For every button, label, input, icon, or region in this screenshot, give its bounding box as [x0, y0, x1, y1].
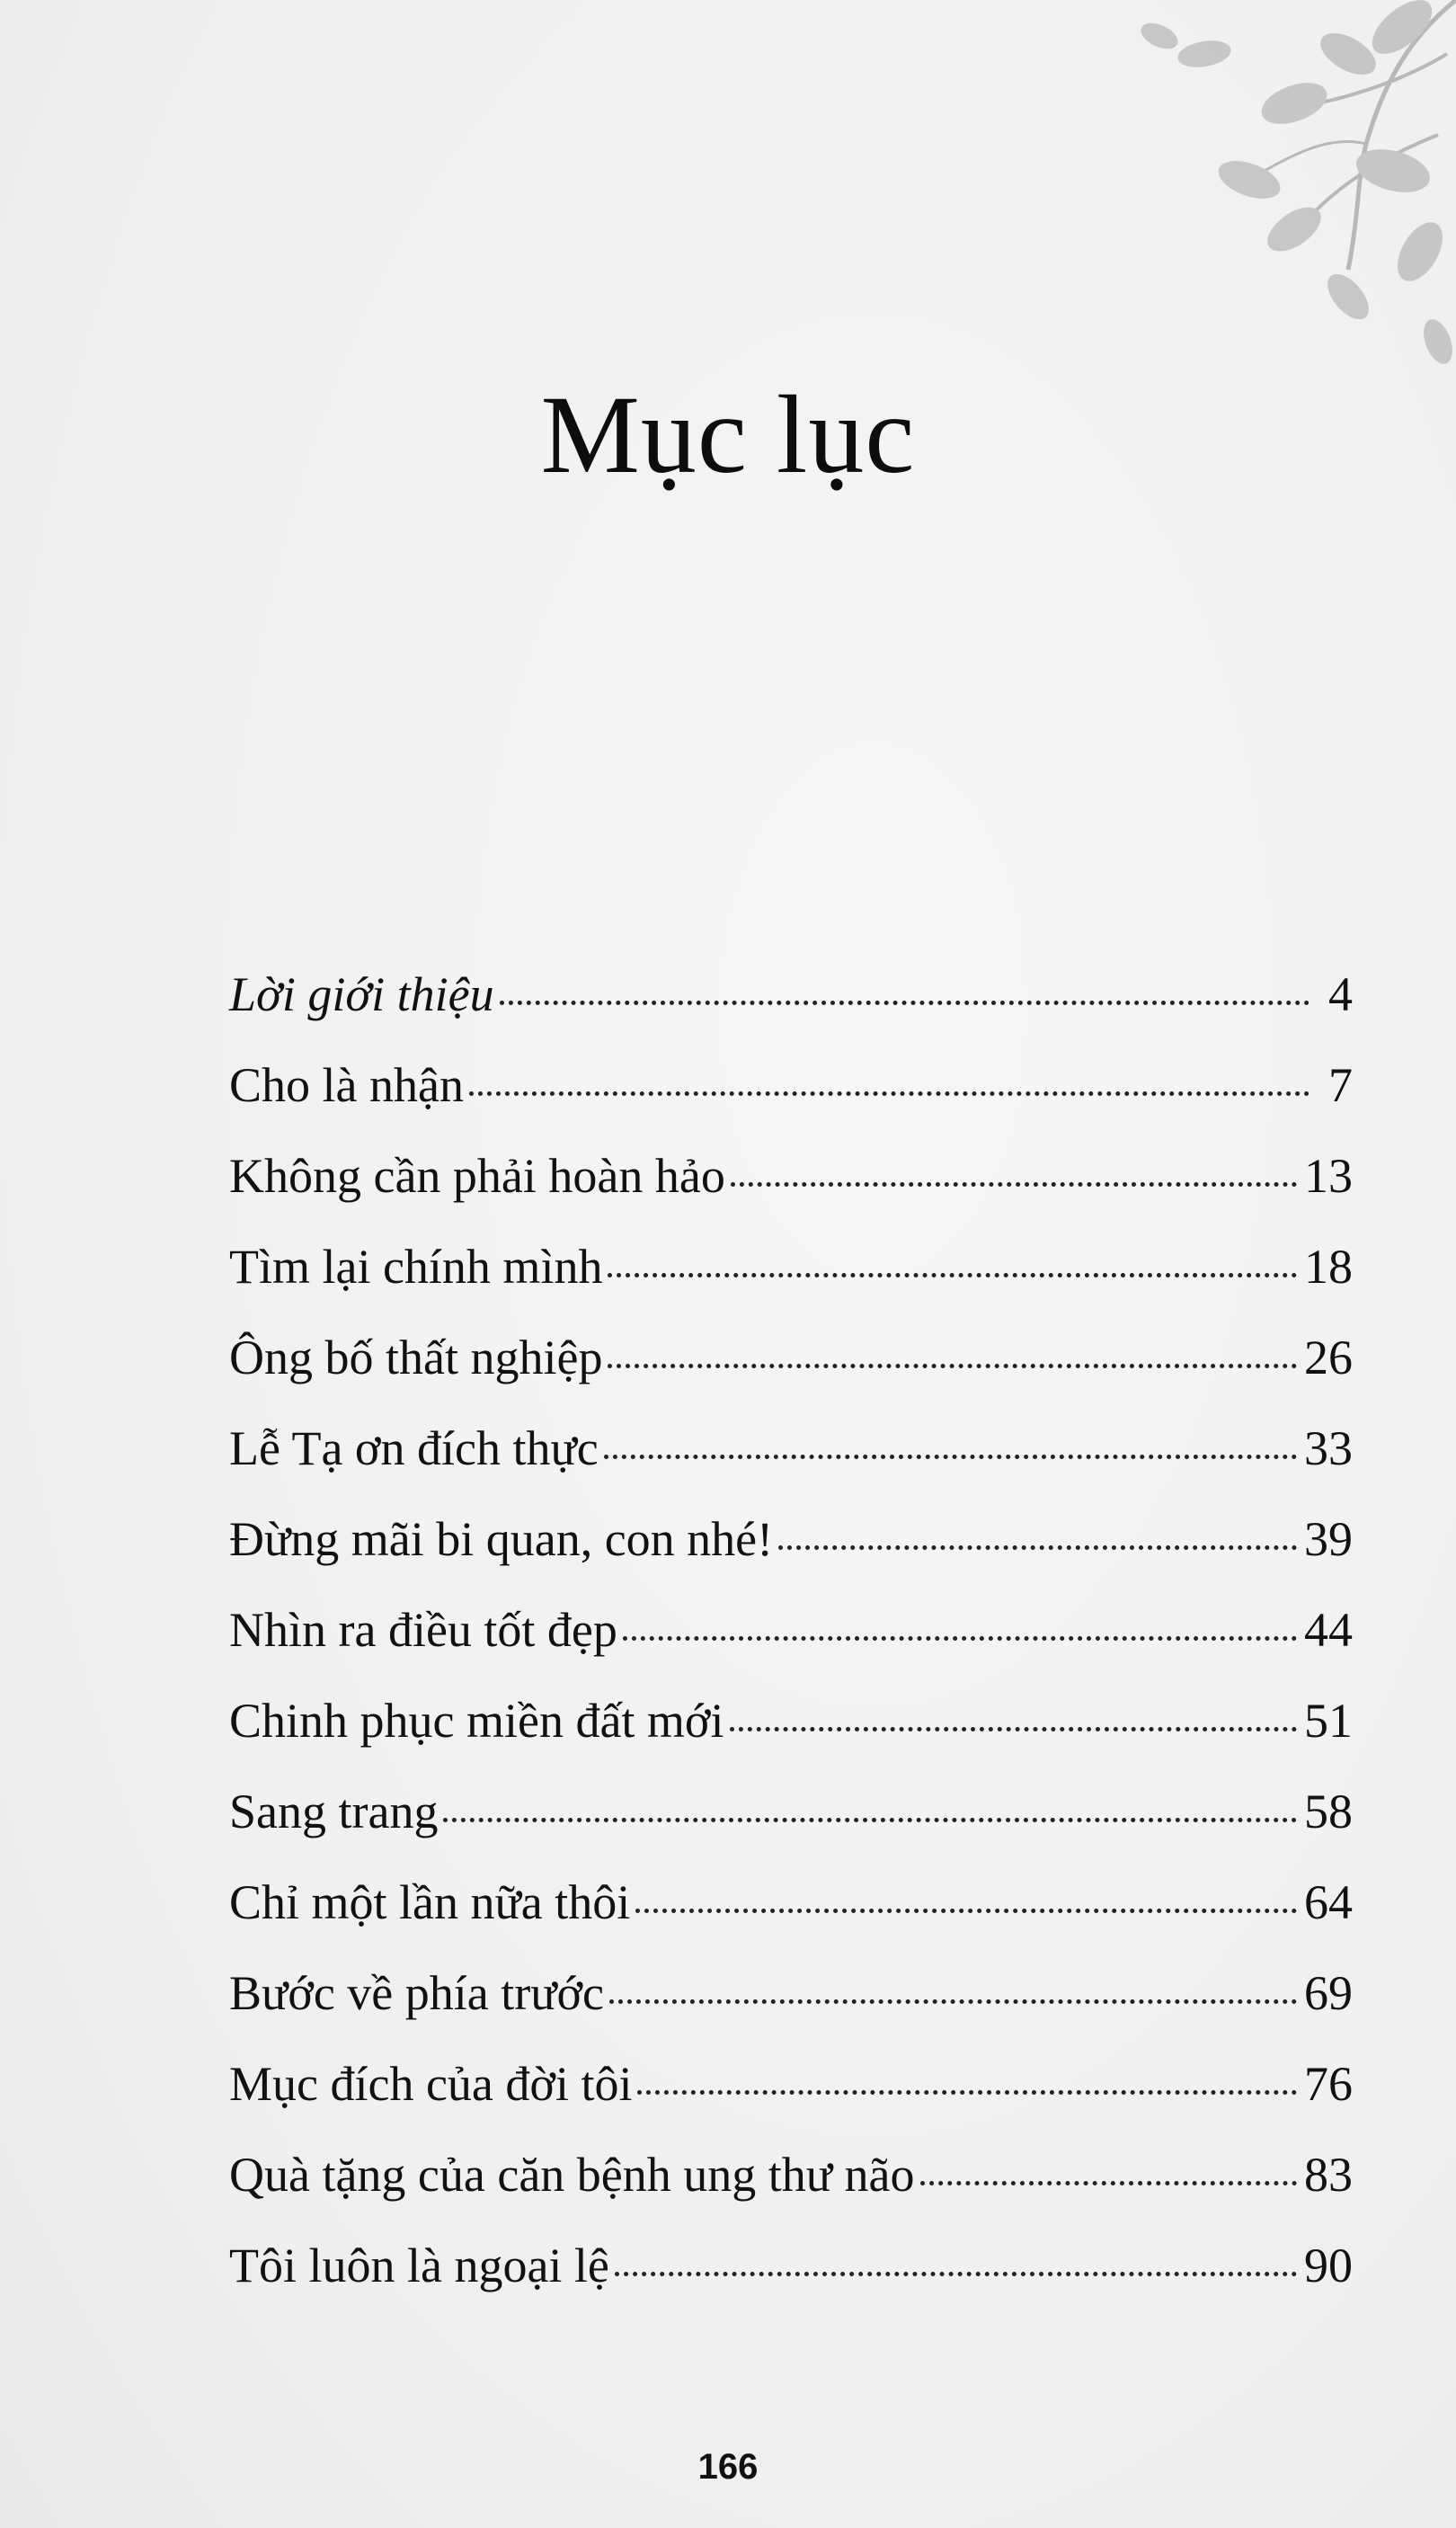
dot-leader [604, 1455, 1297, 1459]
toc-entry[interactable] [229, 1511, 1353, 1602]
dot-leader [615, 2272, 1297, 2276]
dot-leader [730, 1727, 1298, 1731]
toc-entry-page: 51 [1304, 1694, 1353, 1748]
toc-entry-page: 7 [1328, 1058, 1353, 1112]
dot-leader [778, 1545, 1297, 1550]
toc-entry-title: Đừng mãi bi quan, con nhé! [229, 1512, 774, 1566]
dot-leader [623, 1636, 1297, 1641]
toc-entry-page: 4 [1328, 967, 1353, 1021]
bleed-through-text [207, 288, 1366, 374]
toc-entry[interactable] [229, 966, 1353, 1057]
toc-entry[interactable] [229, 1965, 1353, 2056]
dot-leader [609, 1999, 1297, 2004]
toc-entry-title: Lễ Tạ ơn đích thực [229, 1421, 599, 1475]
bleed-through-header [207, 94, 214, 125]
toc-entry-title: Nhìn ra điều tốt đẹp [229, 1603, 617, 1657]
toc-entry-title: Lời giới thiệu [229, 967, 494, 1021]
toc-entry[interactable] [229, 1602, 1353, 1693]
toc-entry[interactable] [229, 1420, 1353, 1511]
toc-entry[interactable] [229, 2056, 1353, 2147]
toc-entry-title: Tìm lại chính mình [229, 1240, 603, 1294]
toc-entry[interactable] [229, 1874, 1353, 1965]
toc-entry-title: Quà tặng của căn bệnh ung thư não [229, 2148, 915, 2202]
toc-entry-title: Tôi luôn là ngoại lệ [229, 2239, 609, 2292]
toc-entry[interactable] [229, 1693, 1353, 1784]
page-number: 166 [697, 2447, 759, 2487]
toc-entry-title: Sang trang [229, 1785, 439, 1838]
dot-leader [608, 1364, 1297, 1368]
dot-leader [920, 2181, 1297, 2185]
toc-entry-title: Cho là nhận [229, 1058, 464, 1112]
toc-entry-page: 83 [1304, 2148, 1353, 2202]
dot-leader [637, 2090, 1297, 2095]
dot-leader [469, 1091, 1310, 1096]
dot-leader [608, 1273, 1297, 1277]
toc-entry-page: 90 [1304, 2239, 1353, 2292]
toc-entry-page: 26 [1304, 1331, 1353, 1384]
toc-entry[interactable] [229, 1330, 1353, 1420]
toc-entry[interactable] [229, 1239, 1353, 1330]
toc-entry-title: Chinh phục miền đất mới [229, 1694, 724, 1748]
dot-leader [443, 1818, 1297, 1822]
toc-entry-page: 44 [1304, 1603, 1353, 1657]
page-title: Mục lục [540, 373, 916, 497]
toc-entry-page: 76 [1304, 2057, 1353, 2111]
toc-entry[interactable] [229, 2238, 1353, 2328]
toc-entry-title: Bước về phía trước [229, 1966, 605, 2020]
toc-entry-title: Mục đích của đời tôi [229, 2057, 633, 2111]
dot-leader [635, 1909, 1297, 1913]
toc-entry-page: 18 [1304, 1240, 1353, 1294]
toc-entry[interactable] [229, 2147, 1353, 2238]
toc-entry-page: 39 [1304, 1512, 1353, 1566]
dot-leader [731, 1182, 1297, 1187]
toc-entry[interactable] [229, 1148, 1353, 1239]
toc-entry-page: 33 [1304, 1421, 1353, 1475]
toc-entry-page: 64 [1304, 1875, 1353, 1929]
dot-leader [500, 1001, 1310, 1005]
toc-list [229, 966, 1353, 2328]
toc-entry-page: 13 [1304, 1149, 1353, 1203]
toc-entry[interactable] [229, 1057, 1353, 1148]
toc-entry[interactable] [229, 1784, 1353, 1874]
toc-entry-title: Ông bố thất nghiệp [229, 1331, 603, 1384]
toc-entry-title: Chỉ một lần nữa thôi [229, 1875, 631, 1929]
toc-entry-page: 69 [1304, 1966, 1353, 2020]
toc-entry-page: 58 [1304, 1785, 1353, 1838]
toc-entry-title: Không cần phải hoàn hảo [229, 1149, 725, 1203]
